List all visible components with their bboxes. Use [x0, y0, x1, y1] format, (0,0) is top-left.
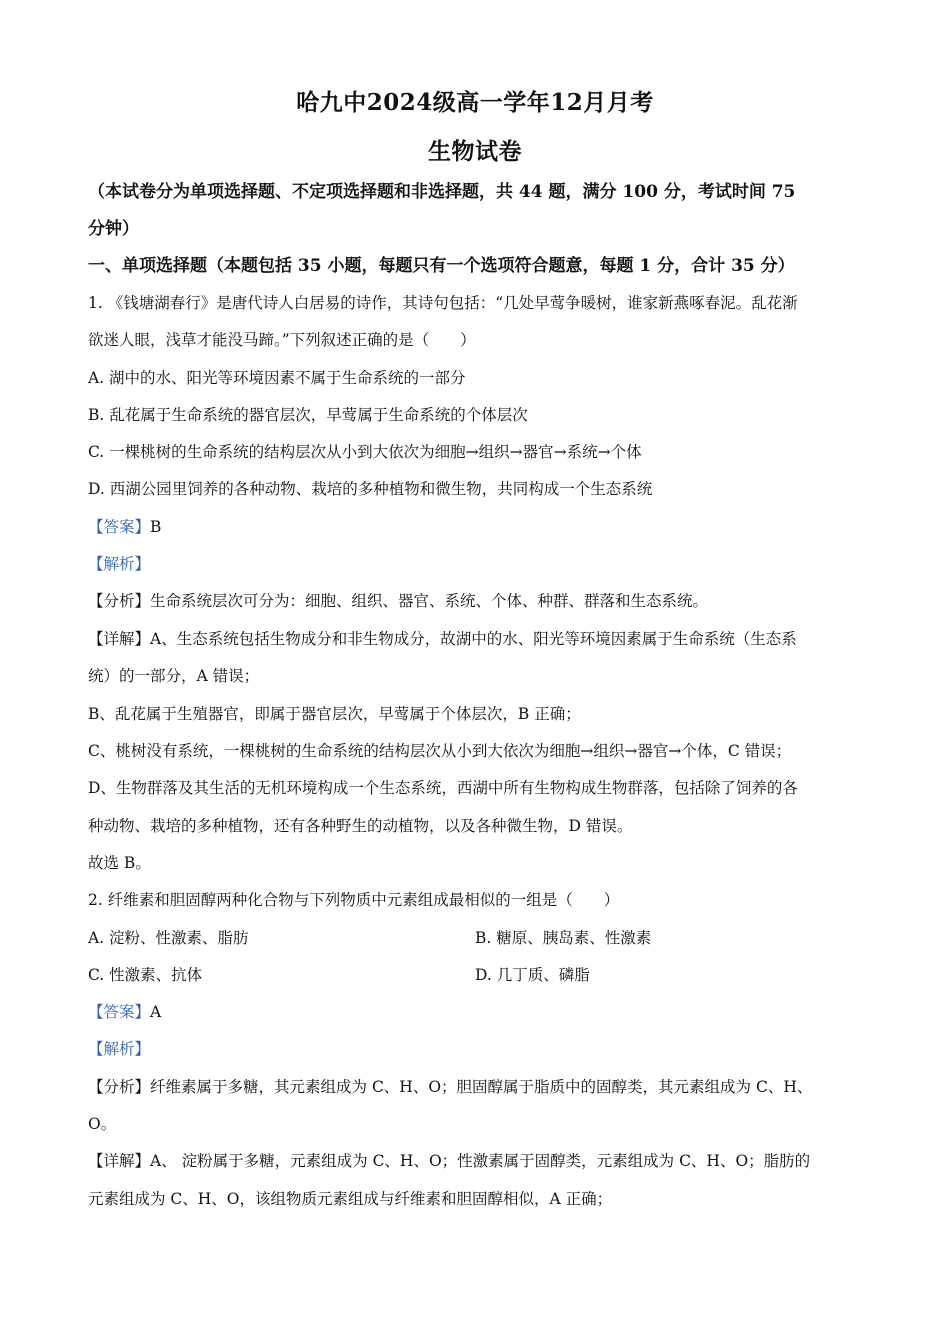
q2-stem: 2. 纤维素和胆固醇两种化合物与下列物质中元素组成最相似的一组是（ ） — [88, 891, 620, 909]
q1-option-c: C. 一棵桃树的生命系统的结构层次从小到大依次为细胞→组织→器官→系统→个体 — [88, 443, 642, 461]
q2-option-d: D. 几丁质、磷脂 — [475, 966, 590, 984]
jiexi-tag: 【解析】 — [88, 1040, 151, 1058]
q1-xiangjie-line-2: 统）的一部分，A 错误； — [88, 667, 260, 685]
exam-subtitle: 生物试卷 — [428, 138, 522, 165]
q1-xiangjie-line-3: B、乱花属于生殖器官，即属于器官层次，早莺属于个体层次，B 正确； — [88, 705, 581, 723]
section-heading: 一、单项选择题（本题包括 35 小题，每题只有一个选项符合题意，每题 1 分，合计 35 分） — [88, 256, 795, 276]
q1-answer — [88, 516, 863, 538]
q2-xiangjie-line-2: 元素组成为 C、H、O，该组物质元素组成与纤维素和胆固醇相似，A 正确； — [88, 1190, 613, 1208]
instructions-line-1: （本试卷分为单项选择题、不定项选择题和非选择题，共 44 题，满分 100 分，考试时间 75 — [88, 182, 796, 202]
q1-conclusion: 故选 B。 — [88, 854, 151, 872]
q2-fenxi-line-2: O。 — [88, 1115, 117, 1133]
q2-option-a: A. 淀粉、性激素、脂肪 — [88, 929, 249, 947]
answer-tag: 【答案】 — [88, 1003, 151, 1021]
q2-xiangjie-line-1 — [88, 1150, 863, 1172]
q1-option-b: B. 乱花属于生命系统的器官层次，早莺属于生命系统的个体层次 — [88, 406, 528, 424]
q1-stem-line-2: 欲迷人眼，浅草才能没马蹄。”下列叙述正确的是（ ） — [88, 331, 476, 349]
xiangjie-text: A、 淀粉属于多糖，元素组成为 C、H、O；性激素属于固醇类，元素组成为 C、H、O；脂肪的 — [150, 1152, 811, 1170]
fenxi-text: 生命系统层次可分为：细胞、组织、器官、系统、个体、种群、群落和生态系统。 — [150, 592, 709, 610]
q2-option-c: C. 性激素、抗体 — [88, 966, 203, 984]
q2-option-b: B. 糖原、胰岛素、性激素 — [475, 929, 652, 947]
xiangjie-tag: 【详解】 — [88, 1152, 151, 1170]
xiangjie-tag: 【详解】 — [88, 630, 151, 648]
q1-xiangjie-line-5: D、生物群落及其生活的无机环境构成一个生态系统，西湖中所有生物构成生物群落，包括除了饲养的各 — [88, 779, 798, 797]
fenxi-text: 纤维素属于多糖，其元素组成为 C、H、O；胆固醇属于脂质中的固醇类，其元素组成为 C、H、 — [150, 1078, 813, 1096]
q1-stem-line-1: 1. 《钱塘湖春行》是唐代诗人白居易的诗作，其诗句包括：“几处早莺争暖树，谁家新燕啄春泥。乱花渐 — [88, 294, 798, 312]
exam-title: 哈九中2024级高一学年12月月考 — [296, 89, 654, 116]
fenxi-tag: 【分析】 — [88, 1078, 151, 1096]
q1-jiexi — [88, 553, 863, 575]
answer-value: B — [150, 518, 162, 536]
answer-value: A — [150, 1003, 162, 1021]
q2-jiexi — [88, 1038, 863, 1060]
fenxi-tag: 【分析】 — [88, 592, 151, 610]
instructions-line-2: 分钟） — [88, 219, 139, 239]
q1-fenxi — [88, 590, 863, 612]
q1-xiangjie-line-1 — [88, 628, 863, 650]
q1-option-a: A. 湖中的水、阳光等环境因素不属于生命系统的一部分 — [88, 369, 466, 387]
xiangjie-text: A、生态系统包括生物成分和非生物成分，故湖中的水、阳光等环境因素属于生命系统（生态系 — [150, 630, 797, 648]
q1-xiangjie-line-6: 种动物、栽培的多种植物，还有各种野生的动植物，以及各种微生物，D 错误。 — [88, 817, 633, 835]
q1-option-d: D. 西湖公园里饲养的各种动物、栽培的多种植物和微生物，共同构成一个生态系统 — [88, 480, 653, 498]
q2-answer — [88, 1001, 863, 1023]
q2-fenxi-line-1 — [88, 1076, 863, 1098]
answer-tag: 【答案】 — [88, 518, 151, 536]
q1-xiangjie-line-4: C、桃树没有系统，一棵桃树的生命系统的结构层次从小到大依次为细胞→组织→器官→个体，C 错误； — [88, 742, 792, 760]
jiexi-tag: 【解析】 — [88, 555, 151, 573]
